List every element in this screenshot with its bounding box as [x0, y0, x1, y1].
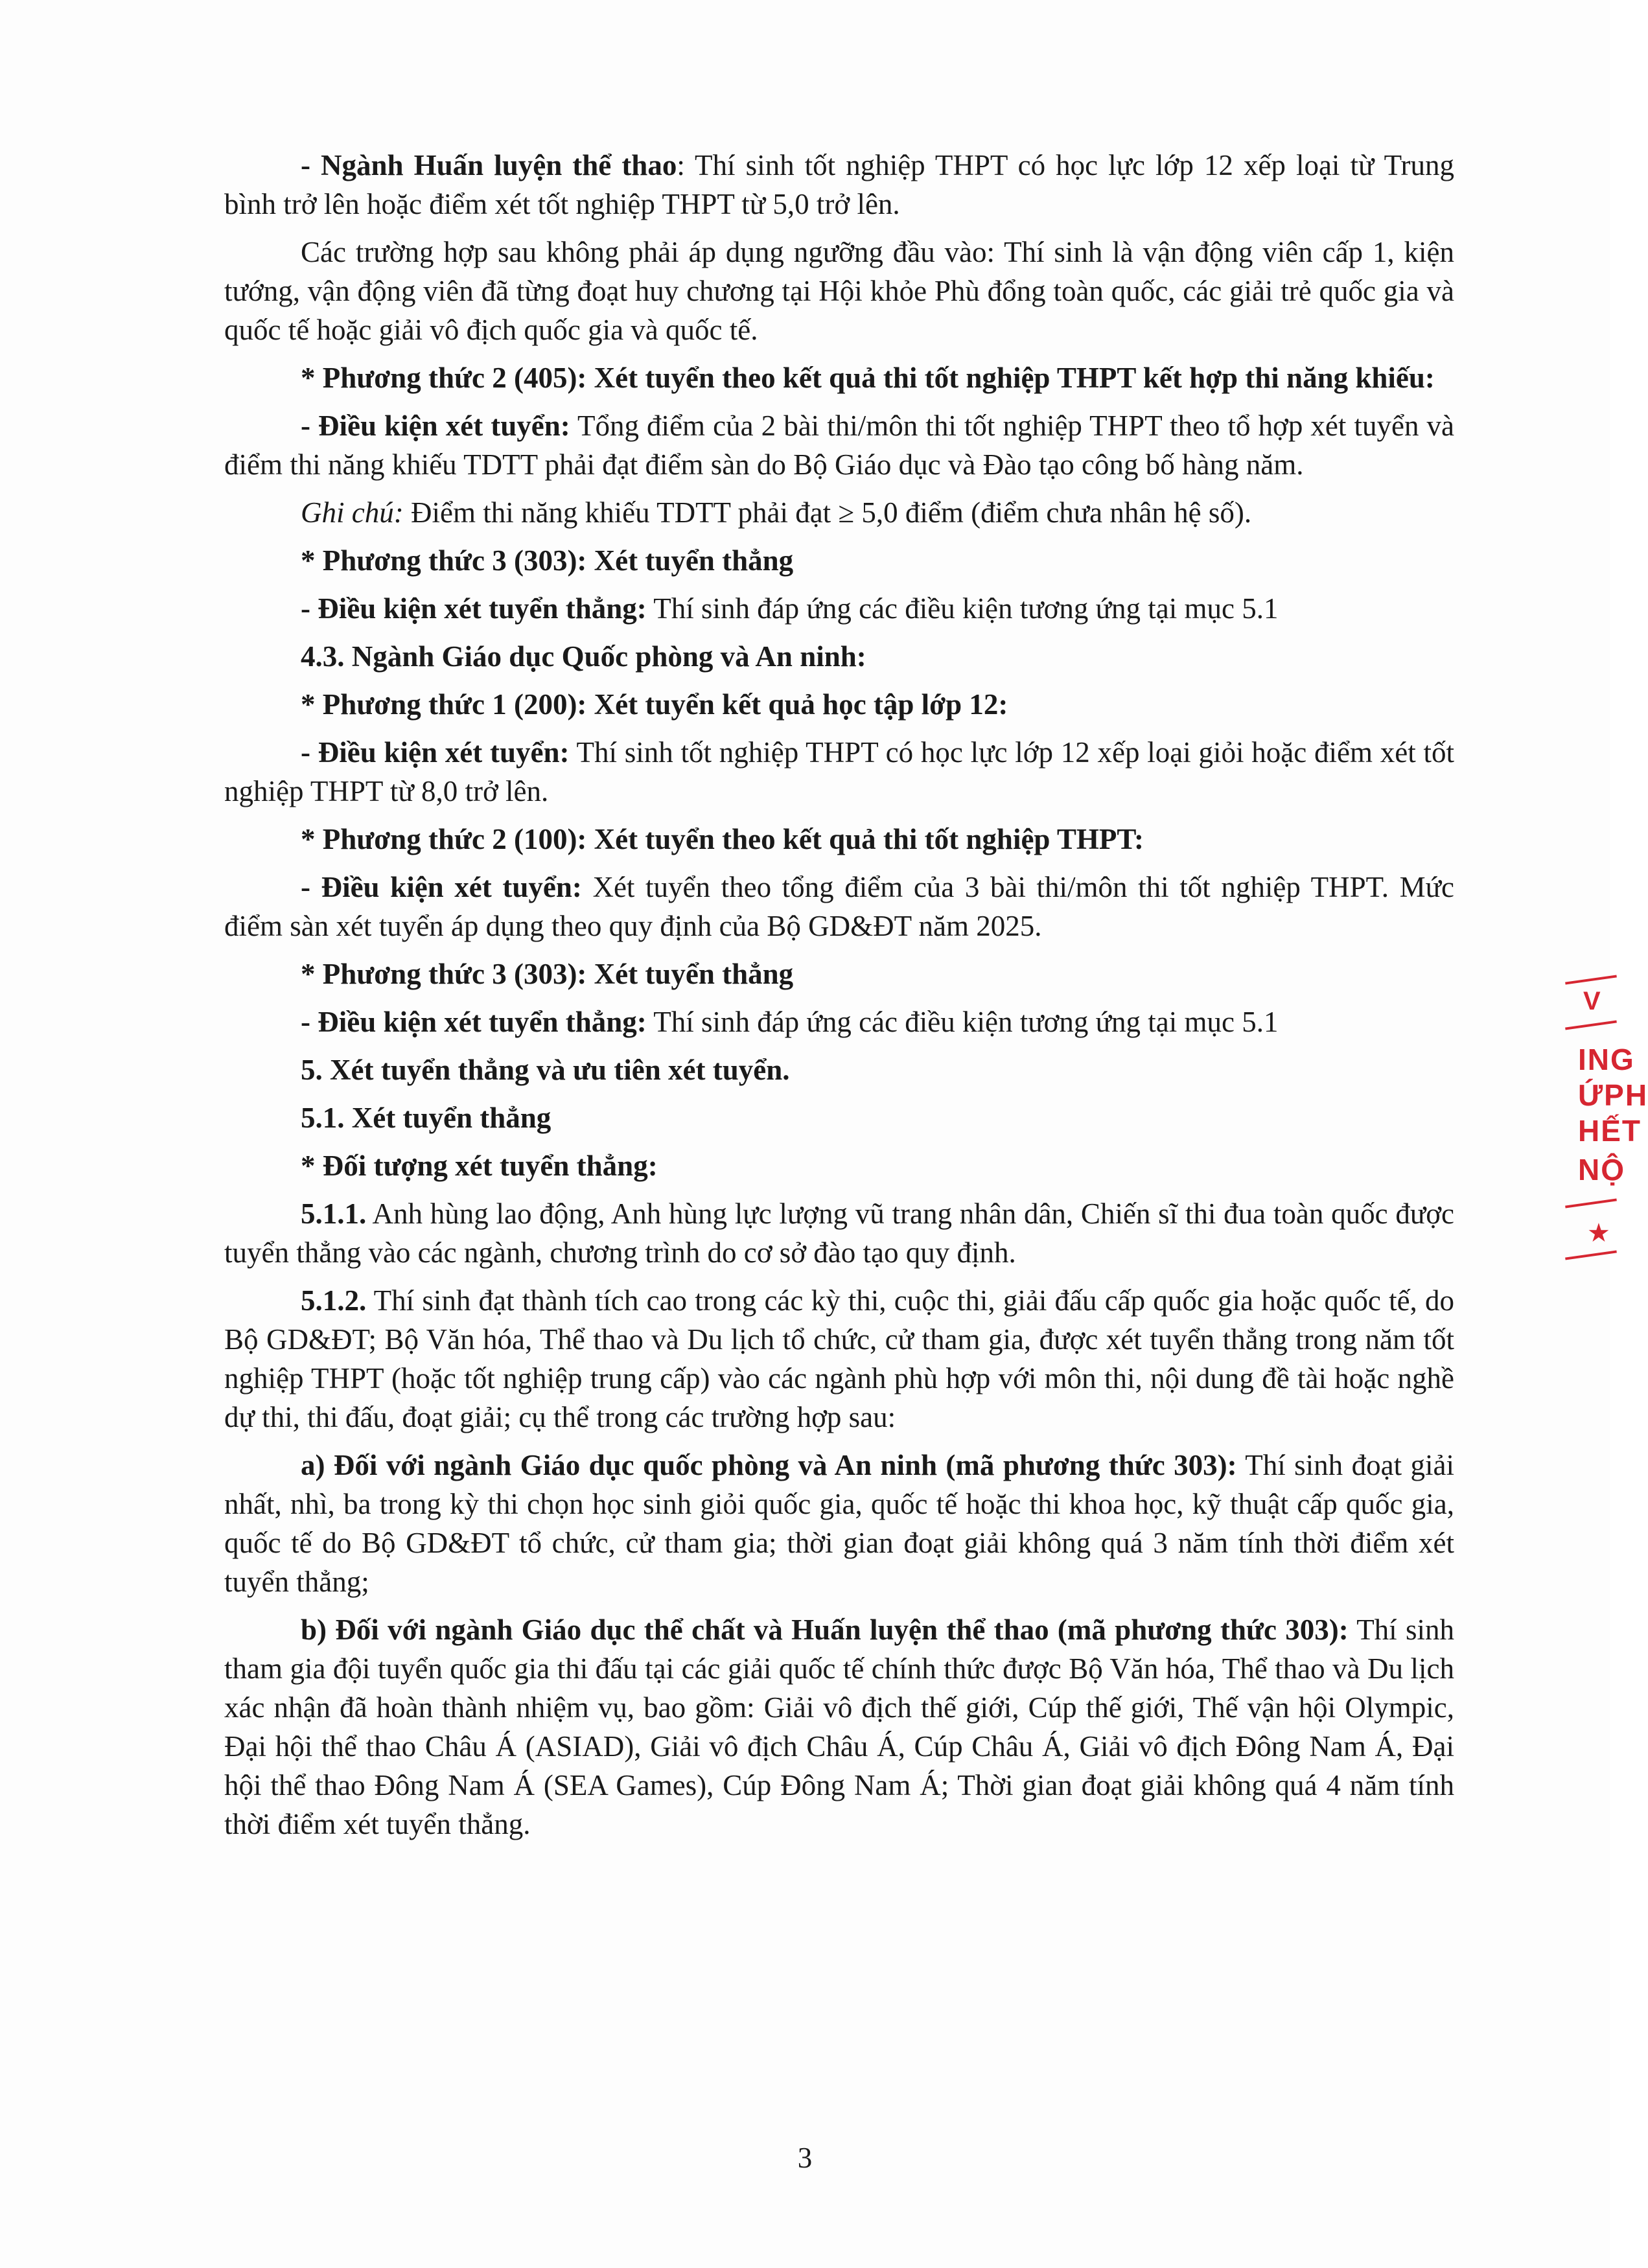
stamp-border-line [1565, 1020, 1617, 1030]
heading-phuong-thuc-405: * Phương thức 2 (405): Xét tuyển theo kết quả thi tốt nghiệp THPT kết hợp thi năng khiếu: [301, 362, 1435, 394]
star-icon: ★ [1587, 1219, 1610, 1247]
page-number: 3 [797, 2142, 813, 2174]
heading-section-5: 5. Xét tuyển thẳng và ưu tiên xét tuyển. [301, 1054, 790, 1086]
heading-phuong-thuc-100: * Phương thức 2 (100): Xét tuyển theo kết quả thi tốt nghiệp THPT: [301, 823, 1144, 855]
stamp-text: HẾT [1578, 1114, 1642, 1148]
stamp-text: NỘ [1578, 1153, 1625, 1186]
heading-section-5-1: 5.1. Xét tuyển thẳng [301, 1102, 551, 1134]
stamp-border-line [1565, 1198, 1617, 1208]
paragraph-dieu-kien-303-a: - Điều kiện xét tuyển thẳng: Thí sinh đáp ứng các điều kiện tương ứng tại mục 5.1 [301, 592, 1279, 625]
heading-phuong-thuc-200: * Phương thức 1 (200): Xét tuyển kết quả học tập lớp 12: [301, 688, 1008, 721]
stamp-text: V [1583, 987, 1602, 1015]
stamp-text: ING [1578, 1043, 1635, 1076]
paragraph-nguong-dau-vao: Các trường hợp sau không phải áp dụng ngưỡng đầu vào: Thí sinh là vận động viên cấp 1, kiện tướng, vận động viên đã từng đoạt huy chương tại Hội khỏe Phù đổng toàn quốc, các giải trẻ quốc gia và quốc tế hoặc giải vô địch quốc gia và quốc tế. [224, 236, 1454, 346]
paragraph-5-1-2: 5.1.2. Thí sinh đạt thành tích cao trong các kỳ thi, cuộc thi, giải đấu cấp quốc gia hoặc quốc tế, do Bộ GD&ĐT; Bộ Văn hóa, Thể thao và Du lịch tổ chức, cử tham gia, được xét tuyển thẳng trong năm tốt nghiệp THPT (hoặc tốt nghiệp trung cấp) vào các ngành phù hợp với môn thi, nội dung đề tài hoặc nghề dự thi, thi đấu, đoạt giải; cụ thể trong các trường hợp sau: [224, 1284, 1454, 1433]
paragraph-5-1-1: 5.1.1. Anh hùng lao động, Anh hùng lực lượng vũ trang nhân dân, Chiến sĩ thi đua toàn quốc được tuyển thẳng vào các ngành, chương trình do cơ sở đào tạo quy định. [224, 1198, 1454, 1269]
paragraph-dieu-kien-405: - Điều kiện xét tuyển: Tổng điểm của 2 bài thi/môn thi tốt nghiệp THPT theo tổ hợp xét tuyển và điểm thi năng khiếu TDTT phải đạt điểm sàn do Bộ Giáo dục và Đào tạo công bố hàng năm. [224, 410, 1454, 481]
heading-doi-tuong: * Đối tượng xét tuyển thẳng: [301, 1150, 658, 1182]
paragraph-ghi-chu: Ghi chú: Điểm thi năng khiếu TDTT phải đạt ≥ 5,0 điểm (điểm chưa nhân hệ số). [301, 496, 1252, 529]
document-body [224, 146, 1454, 1853]
paragraph-dieu-kien-200: - Điều kiện xét tuyển: Thí sinh tốt nghiệp THPT có học lực lớp 12 xếp loại giỏi hoặc điểm xét tốt nghiệp THPT từ 8,0 trở lên. [224, 736, 1454, 807]
paragraph-nganh-huan-luyen: - Ngành Huấn luyện thể thao: Thí sinh tốt nghiệp THPT có học lực lớp 12 xếp loại từ Trung bình trở lên hoặc điểm xét tốt nghiệp THPT từ 5,0 trở lên. [224, 149, 1454, 220]
heading-phuong-thuc-303-a: * Phương thức 3 (303): Xét tuyển thẳng [301, 544, 794, 577]
paragraph-dieu-kien-303-b: - Điều kiện xét tuyển thẳng: Thí sinh đáp ứng các điều kiện tương ứng tại mục 5.1 [301, 1006, 1279, 1038]
paragraph-item-b: b) Đối với ngành Giáo dục thể chất và Huấn luyện thể thao (mã phương thức 303): Thí sinh tham gia đội tuyển quốc gia thi đấu tại các giải quốc tế chính thức được Bộ Văn hóa, Thể thao và Du lịch xác nhận đã hoàn thành nhiệm vụ, bao gồm: Giải vô địch thế giới, Cúp thế giới, Thế vận hội Olympic, Đại hội thể thao Châu Á (ASIAD), Giải vô địch Châu Á, Cúp Châu Á, Giải vô địch Đông Nam Á, Đại hội thể thao Đông Nam Á (SEA Games), Cúp Đông Nam Á; Thời gian đoạt giải không quá 4 năm tính thời điểm xét tuyển thẳng. [224, 1614, 1454, 1840]
stamp-text: ỨPH [1578, 1078, 1648, 1112]
stamp-border-line [1565, 975, 1617, 984]
heading-nganh-gdqp: 4.3. Ngành Giáo dục Quốc phòng và An ninh: [301, 640, 866, 673]
paragraph-dieu-kien-100: - Điều kiện xét tuyển: Xét tuyển theo tổng điểm của 3 bài thi/môn thi tốt nghiệp THPT. Mức điểm sàn xét tuyển áp dụng theo quy định của Bộ GD&ĐT năm 2025. [224, 871, 1454, 942]
paragraph-item-a: a) Đối với ngành Giáo dục quốc phòng và An ninh (mã phương thức 303): Thí sinh đoạt giải nhất, nhì, ba trong kỳ thi chọn học sinh giỏi quốc gia, quốc tế hoặc thi khoa học, kỹ thuật cấp quốc gia, quốc tế do Bộ GD&ĐT tổ chức, cử tham gia; thời gian đoạt giải không quá 3 năm tính thời điểm xét tuyển thẳng; [224, 1449, 1454, 1598]
heading-phuong-thuc-303-b: * Phương thức 3 (303): Xét tuyển thẳng [301, 958, 794, 990]
red-seal-stamp [1559, 959, 1648, 1270]
stamp-border-line [1565, 1250, 1617, 1260]
